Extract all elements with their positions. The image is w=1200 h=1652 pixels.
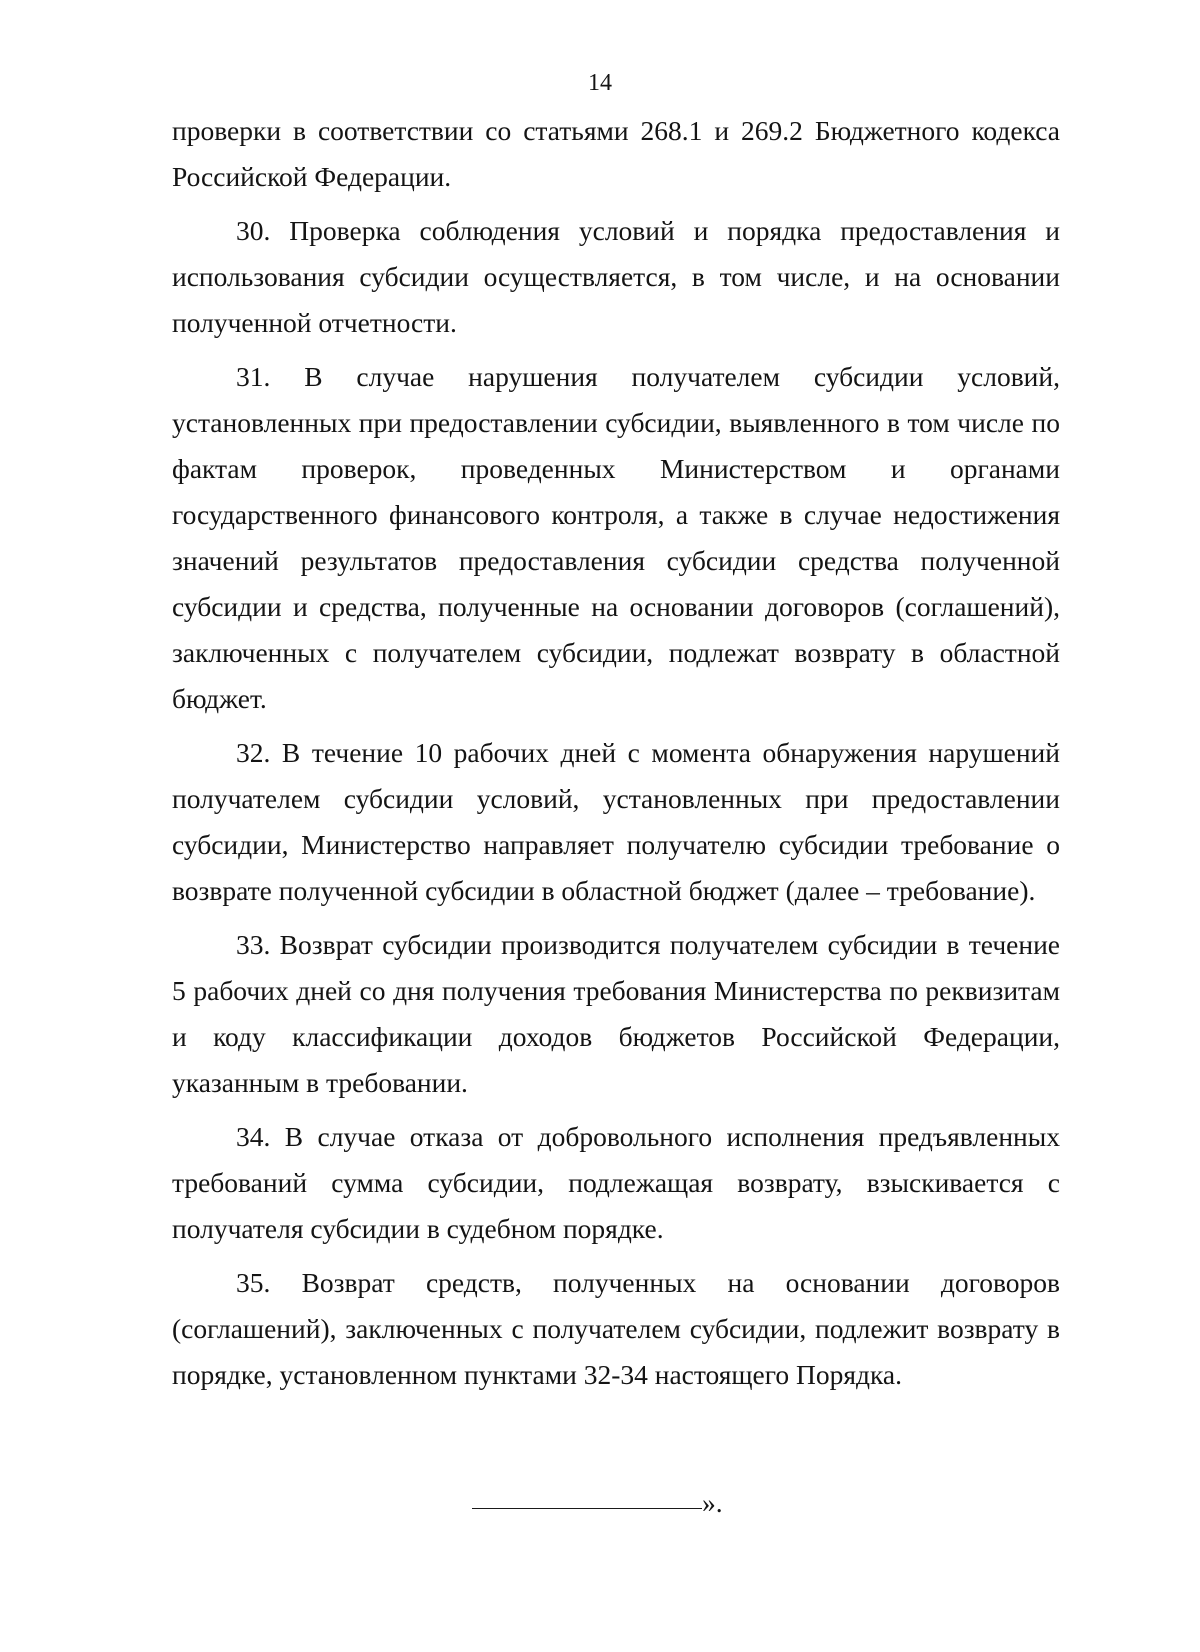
end-of-document-mark [472, 1486, 732, 1520]
paragraph: 31. В случае нарушения получателем субсидии условий, установленных при предоставлении субсидии, выявленного в том числе по фактам проверок, проведенных Министерством и органами государственного финансового контроля, а также в случае недостижения значений результатов предоставления субсидии средства полученной субсидии и средства, полученные на основании договоров (соглашений), заключенных с получателем субсидии, подлежат возврату в областной бюджет. [172, 361, 1060, 714]
end-line-divider [472, 1508, 702, 1509]
paragraph: проверки в соответствии со статьями 268.1 и 269.2 Бюджетного кодекса Российской Федерации. [172, 115, 1060, 192]
paragraph: 30. Проверка соблюдения условий и порядка предоставления и использования субсидии осуществляется, в том числе, и на основании полученной отчетности. [172, 215, 1060, 338]
paragraph: 34. В случае отказа от добровольного исполнения предъявленных требований сумма субсидии, подлежащая возврату, взыскивается с получателя субсидии в судебном порядке. [172, 1121, 1060, 1244]
document-body [172, 108, 1060, 1398]
paragraph: 32. В течение 10 рабочих дней с момента обнаружения нарушений получателем субсидии условий, установленных при предоставлении субсидии, Министерство направляет получателю субсидии требование о возврате полученной субсидии в областной бюджет (далее – требование). [172, 737, 1060, 906]
page-number: 14 [588, 70, 612, 96]
paragraph: 35. Возврат средств, полученных на основании договоров (соглашений), заключенных с получателем субсидии, подлежит возврату в порядке, установленном пунктами 32-34 настоящего Порядка. [172, 1267, 1060, 1390]
closing-quote: ». [702, 1487, 723, 1518]
paragraph: 33. Возврат субсидии производится получателем субсидии в течение 5 рабочих дней со дня получения требования Министерства по реквизитам и коду классификации доходов бюджетов Российской Федерации, указанным в требовании. [172, 929, 1060, 1098]
